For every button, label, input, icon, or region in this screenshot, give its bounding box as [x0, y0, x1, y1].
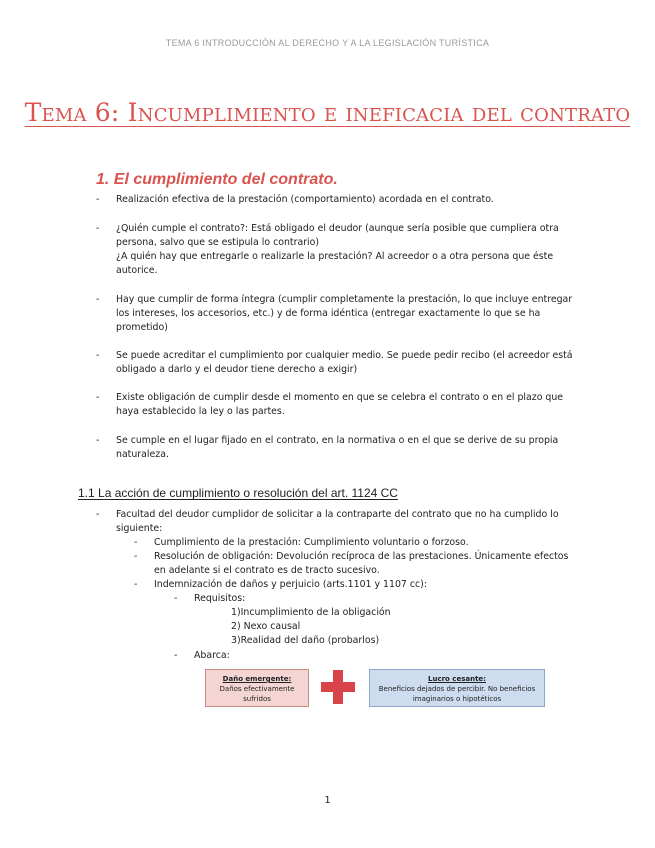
box-title: Daño emergente:	[222, 675, 292, 683]
bullet-text	[116, 193, 586, 207]
requisito-line	[231, 620, 300, 634]
bullet-line: obligado a darlo y el deudor tiene derecho a exigir)	[116, 364, 358, 375]
bullet-dash: -	[96, 509, 100, 520]
bullet-text	[116, 293, 586, 335]
bullet-text	[116, 391, 586, 419]
sub-line: Cumplimiento de la prestación: Cumplimiento voluntario o forzoso.	[154, 537, 469, 548]
bullet-dash: -	[96, 223, 100, 234]
bullet-line: Existe obligación de cumplir desde el momento en que se celebra el contrato o en el plazo que	[116, 392, 564, 403]
section-heading: 1. El cumplimiento del contrato.	[96, 171, 338, 188]
sub-line: Abarca:	[194, 650, 230, 661]
sub-line: Requisitos:	[194, 593, 246, 604]
bullet-dash: -	[96, 294, 100, 305]
sub-text	[154, 578, 427, 592]
bullet-line: naturaleza.	[116, 449, 169, 460]
sub-line: 1)Incumplimiento de la obligación	[231, 607, 391, 618]
bullet-dash: -	[96, 435, 100, 446]
bullet-dash: -	[134, 551, 138, 562]
sub-line: 2) Nexo causal	[231, 621, 301, 632]
sub-line: 3)Realidad del daño (probarlos)	[231, 635, 380, 646]
sub-text	[154, 550, 568, 578]
sub-text	[231, 606, 391, 620]
bullet-line: Realización efectiva de la prestación (comportamiento) acordada en el contrato.	[116, 194, 494, 205]
bullet-line: ¿A quién hay que entregarle o realizarle la prestación? Al acreedor o a otra persona que éste	[116, 251, 554, 262]
bullet-dash: -	[174, 650, 178, 661]
bullet-line: persona, salvo que se estipula lo contrario)	[116, 237, 320, 248]
bullet-line: Se cumple en el lugar fijado en el contrato, en la normativa o en el que se derive de su propia	[116, 435, 559, 446]
bullet-line: los intereses, los accesorios, etc.) y de forma idéntica (entregar exactamente lo que se ha	[116, 308, 541, 319]
subsection-heading: 1.1 La acción de cumplimiento o resolución del art. 1124 CC	[78, 486, 398, 500]
bullet-dash: -	[96, 350, 100, 361]
sub-line: en adelante si el contrato es de tracto sucesivo.	[154, 565, 380, 576]
page-title: Tema 6: Incumplimiento e ineficacia del contrato	[24, 98, 631, 127]
sub-text	[194, 649, 230, 663]
running-header: TEMA 6 INTRODUCCIÓN AL DERECHO Y A LA LEGISLACIÓN TURÍSTICA	[165, 38, 490, 48]
bullet-line: haya establecido la ley o las partes.	[116, 406, 285, 417]
sub-line: Resolución de obligación: Devolución recíproca de las prestaciones. Únicamente efectos	[154, 551, 569, 562]
sub-text	[194, 592, 245, 606]
box-body-line: Daños efectivamente	[219, 685, 295, 693]
sub-text	[154, 536, 469, 550]
dano-emergente-box	[205, 669, 309, 707]
bullet-text	[116, 222, 586, 278]
lucro-cesante-box	[369, 669, 545, 707]
bullet-text	[116, 434, 586, 462]
plus-icon	[321, 670, 355, 704]
bullet-line: ¿Quién cumple el contrato?: Está obligado el deudor (aunque sería posible que cumpliera otra	[116, 223, 559, 234]
bullet-line: autorice.	[116, 265, 158, 276]
box-body-line: Beneficios dejados de percibir. No beneficios	[378, 685, 536, 693]
bullet-dash: -	[134, 537, 138, 548]
requisito-line	[231, 634, 379, 648]
sub-text	[231, 620, 300, 634]
sub-text	[116, 508, 559, 536]
box-title: Lucro cesante:	[428, 675, 486, 683]
bullet-dash: -	[96, 392, 100, 403]
bullet-line: Hay que cumplir de forma íntegra (cumplir completamente la prestación, lo que incluye entregar	[116, 294, 573, 305]
box-body-line: sufridos	[243, 695, 271, 703]
sub-line: siguiente:	[116, 523, 163, 534]
page-number: 1	[324, 795, 331, 806]
bullet-dash: -	[134, 579, 138, 590]
sub-text	[231, 634, 379, 648]
bullet-text	[116, 349, 586, 377]
sub-line: Facultad del deudor cumplidor de solicitar a la contraparte del contrato que no ha cumplido lo	[116, 509, 559, 520]
bullet-dash: -	[174, 593, 178, 604]
bullet-line: prometido)	[116, 322, 168, 333]
bullet-line: Se puede acreditar el cumplimiento por cualquier medio. Se puede pedir recibo (el acreedor está	[116, 350, 573, 361]
sub-line: Indemnización de daños y perjuicio (arts.1101 y 1107 cc):	[154, 579, 427, 590]
box-body-line: imaginarios o hipotéticos	[412, 695, 502, 703]
bullet-dash: -	[96, 194, 100, 205]
requisito-line	[231, 606, 391, 620]
